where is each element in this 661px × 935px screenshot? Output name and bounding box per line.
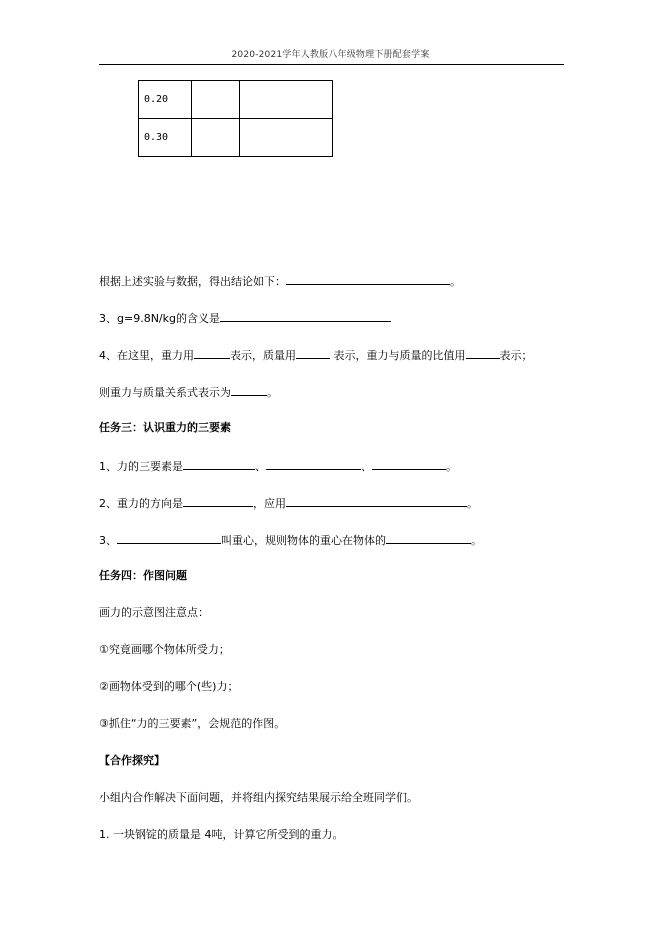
fill-blank[interactable] [296, 347, 330, 359]
table-cell-empty [192, 119, 240, 157]
table-cell-mass: 0.30 [139, 119, 192, 157]
fill-blank[interactable] [372, 458, 446, 470]
problem-1: 1. 一块钢锭的质量是 4吨，计算它所受到的重力。 [99, 828, 344, 841]
text: 叫重心，规则物体的重心在物体的 [221, 534, 386, 547]
data-table [138, 80, 333, 157]
header-divider [99, 64, 564, 65]
text: 2、重力的方向是 [99, 497, 183, 510]
symbols-line [99, 347, 533, 363]
text: 1、力的三要素是 [99, 460, 183, 473]
direction-line [99, 495, 478, 511]
coop-title: 【合作探究】 [99, 754, 165, 767]
fill-blank[interactable] [194, 347, 230, 359]
text: 3、 [99, 534, 117, 547]
text: 4、在这里，重力用 [99, 349, 194, 362]
task3-title: 任务三：认识重力的三要素 [99, 421, 231, 434]
formula-line [99, 384, 278, 400]
text: 、 [361, 460, 372, 473]
task4-title: 任务四：作图问题 [99, 569, 187, 582]
table-row [139, 81, 333, 119]
text: 则重力与质量关系式表示为 [99, 386, 231, 399]
conclusion-line [99, 273, 461, 289]
table-cell-empty [240, 119, 333, 157]
table-cell-mass: 0.20 [139, 81, 192, 119]
text: 表示； [499, 349, 533, 362]
fill-blank[interactable] [266, 458, 361, 470]
text: 3、g=9.8N/kg的含义是 [99, 312, 220, 325]
table-cell-empty [240, 81, 333, 119]
fill-blank[interactable] [220, 310, 391, 322]
note-item: ①究竟画哪个物体所受力； [99, 643, 230, 656]
text: ，应用 [253, 497, 286, 510]
fill-blank[interactable] [117, 532, 221, 544]
note-item: ②画物体受到的哪个(些)力； [99, 680, 239, 693]
text: 根据上述实验与数据，得出结论如下： [99, 275, 286, 288]
diagram-notes: 画力的示意图注意点： [99, 606, 209, 619]
three-elements-line [99, 458, 457, 474]
text: 。 [450, 275, 461, 288]
fill-blank[interactable] [286, 273, 450, 285]
note-item: ③抓住“力的三要素”，会规范的作图。 [99, 717, 286, 730]
text: 。 [467, 497, 478, 510]
table-cell-empty [192, 81, 240, 119]
page-header: 2020-2021学年人教版八年级物理下册配套学案 [231, 50, 430, 60]
text: 表示，质量用 [230, 349, 296, 362]
g-meaning-line [99, 310, 391, 326]
center-of-gravity-line [99, 532, 482, 548]
fill-blank[interactable] [286, 495, 467, 507]
text: 。 [446, 460, 457, 473]
fill-blank[interactable] [183, 495, 253, 507]
fill-blank[interactable] [386, 532, 471, 544]
text: 。 [267, 386, 278, 399]
text: 表示，重力与质量的比值用 [330, 349, 466, 362]
coop-intro: 小组内合作解决下面问题，并将组内探究结果展示给全班同学们。 [99, 791, 418, 804]
text: 、 [255, 460, 266, 473]
fill-blank[interactable] [231, 384, 267, 396]
text: 。 [471, 534, 482, 547]
fill-blank[interactable] [466, 347, 500, 359]
fill-blank[interactable] [183, 458, 255, 470]
table-row [139, 119, 333, 157]
